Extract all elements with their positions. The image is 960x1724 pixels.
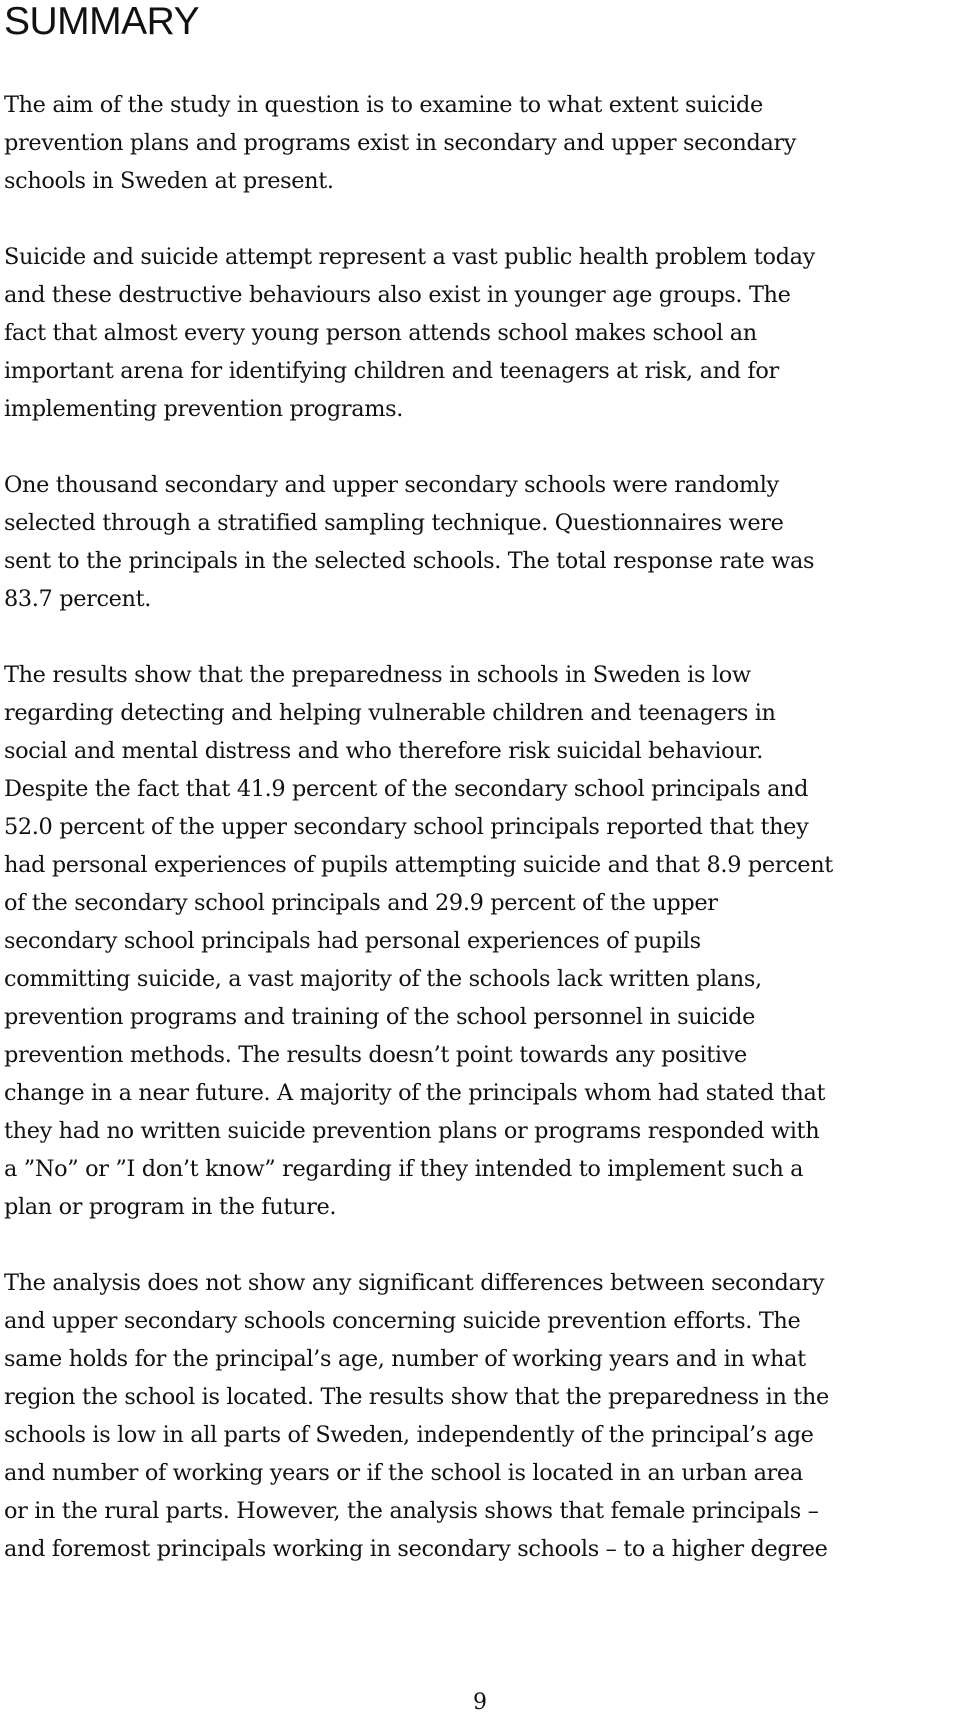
page-number: 9	[473, 1690, 487, 1715]
paragraph-analysis: The analysis does not show any significant differences between secondary and upper secondary schools concerning suicide prevention efforts. The same holds for the principal’s age, number of working years and in what region the school is located. The results show that the preparedness in the schools is low in all parts of Sweden, independently of the principal’s age and number of working years or if the school is located in an urban area or in the rural parts. However, the analysis shows that female principals – and foremost principals working in secondary schools – to a higher degree	[4, 1270, 829, 1562]
summary-body	[4, 86, 954, 1606]
page-heading: SUMMARY	[4, 0, 200, 43]
paragraph-results: The results show that the preparedness in schools in Sweden is low regarding detecting and helping vulnerable children and teenagers in social and mental distress and who therefore risk suicidal behaviour. Despite the fact that 41.9 percent of the secondary school principals and 52.0 percent of the upper secondary school principals reported that they had personal experiences of pupils attempting suicide and that 8.9 percent of the secondary school principals and 29.9 percent of the upper secondary school principals had personal experiences of pupils committing suicide, a vast majority of the schools lack written plans, prevention programs and training of the school personnel in suicide prevention methods. The results doesn’t point towards any positive change in a near future. A majority of the principals whom had stated that they had no written suicide prevention plans or programs responded with a ”No” or ”I don’t know” regarding if they intended to implement such a plan or program in the future.	[4, 662, 833, 1220]
paragraph-method: One thousand secondary and upper secondary schools were randomly selected through a stratified sampling technique. Questionnaires were sent to the principals in the selected schools. The total response rate was 83.7 percent.	[4, 472, 815, 612]
paragraph-background: Suicide and suicide attempt represent a vast public health problem today and these destructive behaviours also exist in younger age groups. The fact that almost every young person attends school makes school an important arena for identifying children and teenagers at risk, and for implementing prevention programs.	[4, 244, 815, 422]
paragraph-aim: The aim of the study in question is to examine to what extent suicide prevention plans and programs exist in secondary and upper secondary schools in Sweden at present.	[4, 92, 797, 194]
